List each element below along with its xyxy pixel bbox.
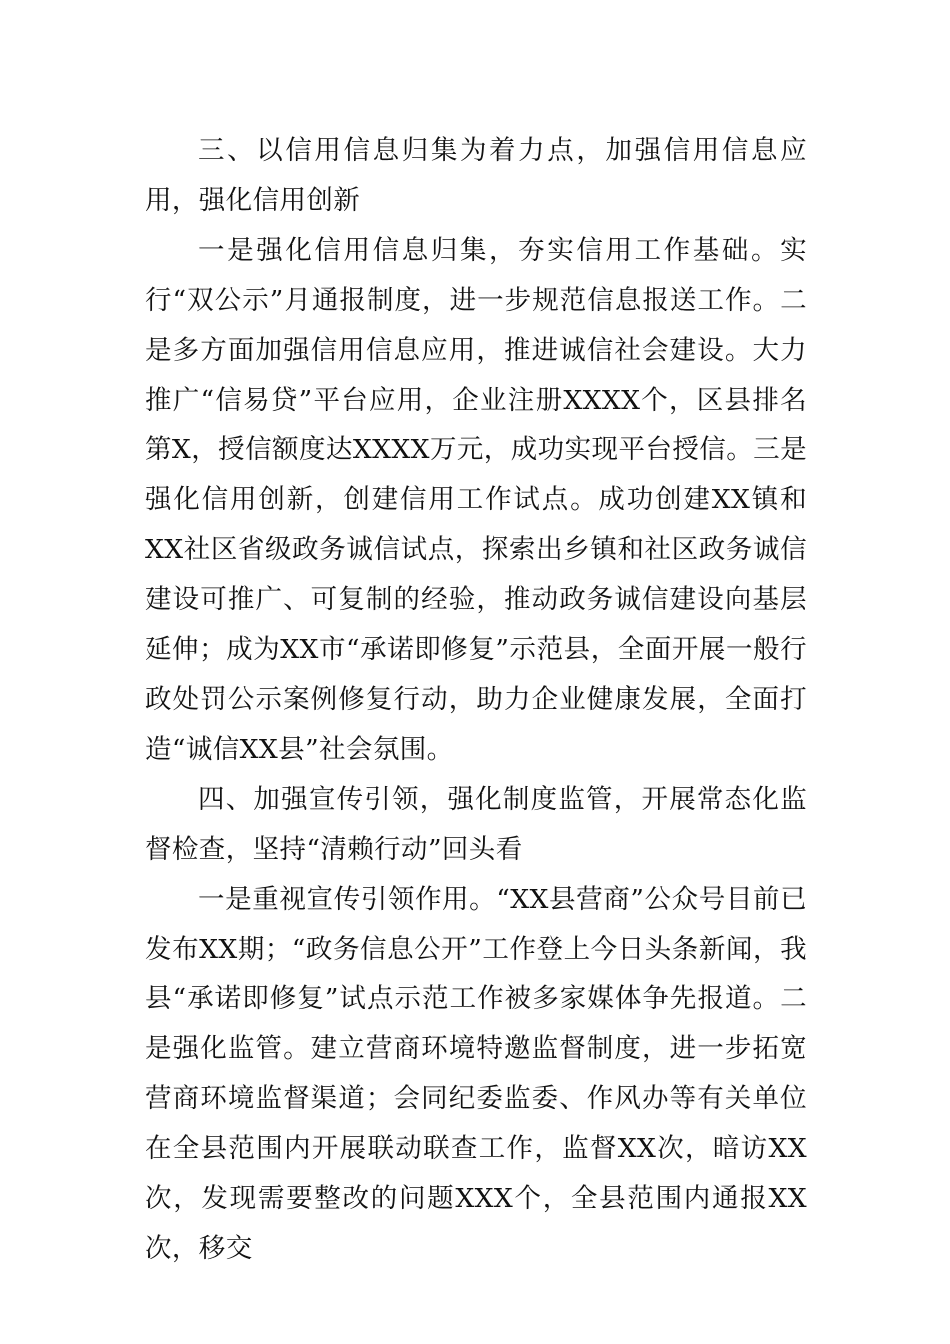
section-heading-4: 四、加强宣传引领，强化制度监管，开展常态化监督检查，坚持“清赖行动”回头看 — [145, 783, 807, 865]
document-body — [145, 126, 807, 1274]
section-heading-3: 三、以信用信息归集为着力点，加强信用信息应用，强化信用创新 — [145, 135, 807, 216]
body-paragraph-credit: 一是强化信用信息归集，夯实信用工作基础。实行“双公示”月通报制度，进一步规范信息报送工作。二是多方面加强信用信息应用，推进诚信社会建设。大力推广“信易贷”平台应用，企业注册XXXX个，区县排名第X，授信额度达XXXX万元，成功实现平台授信。三是强化信用创新，创建信用工作试点。成功创建XX镇和XX社区省级政务诚信试点，探索出乡镇和社区政务诚信建设可推广、可复制的经验，推动政务诚信建设向基层延伸；成为XX市“承诺即修复”示范县，全面开展一般行政处罚公示案例修复行动，助力企业健康发展，全面打造“诚信XX县”社会氛围。 — [145, 234, 807, 765]
body-paragraph-publicity: 一是重视宣传引领作用。“XX县营商”公众号目前已发布XX期；“政务信息公开”工作登上今日头条新闻，我县“承诺即修复”试点示范工作被多家媒体争先报道。二是强化监管。建立营商环境特邀监督制度，进一步拓宽营商环境监督渠道；会同纪委监委、作风办等有关单位在全县范围内开展联动联查工作，监督XX次，暗访XX次，发现需要整改的问题XXX个，全县范围内通报XX次，移交 — [145, 883, 807, 1264]
